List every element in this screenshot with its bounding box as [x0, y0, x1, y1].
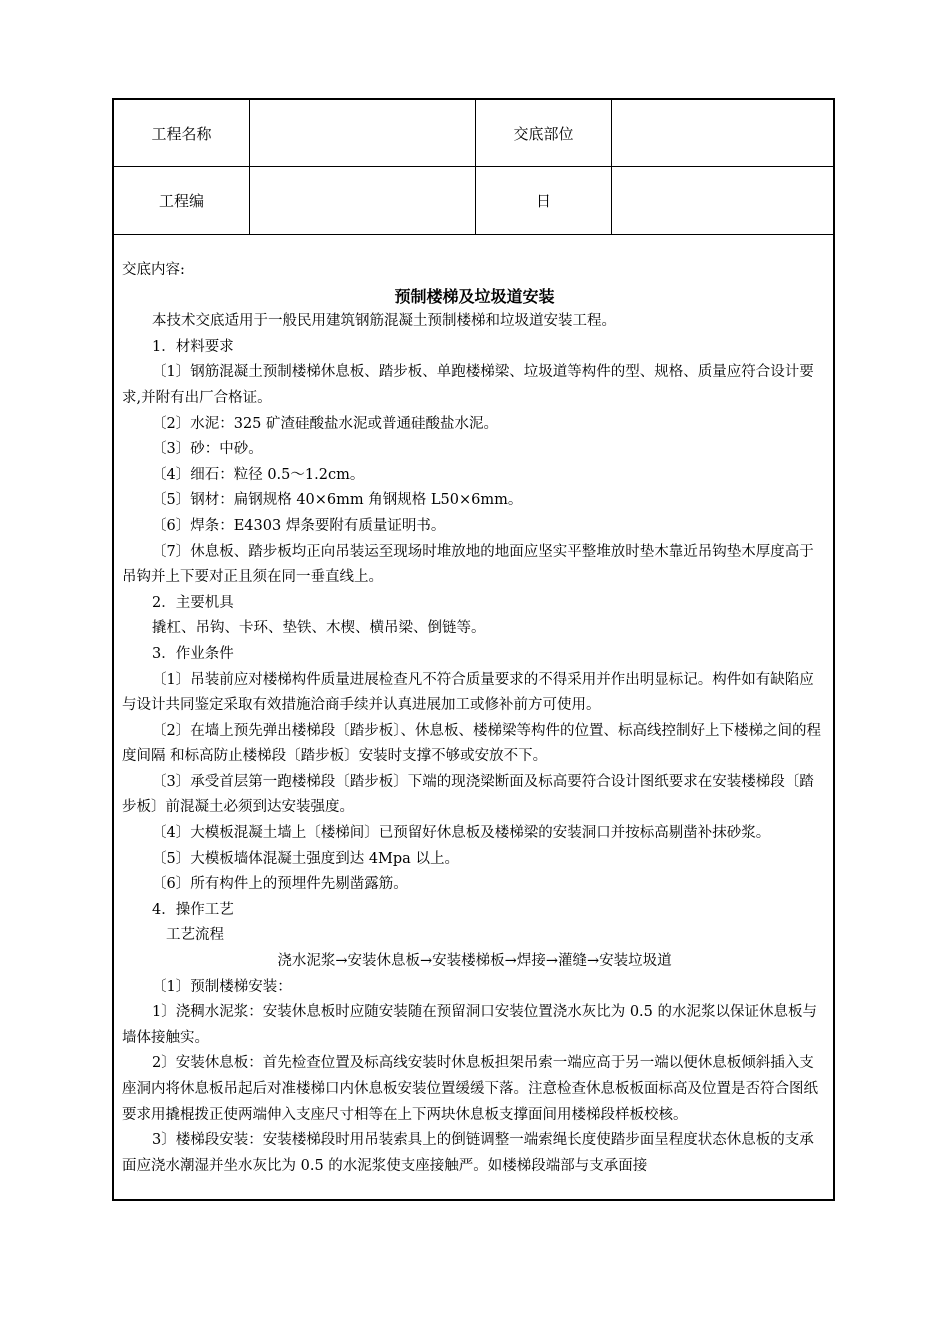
paragraph: 〔5〕钢材：扁钢规格 40×6mm 角钢规格 L50×6mm。 [152, 492, 523, 509]
paragraph: 〔3〕承受首层第一跑楼梯段〔踏步板〕下端的现浇梁断面及标高要符合设计图纸要求在安装楼梯段〔踏步板〕前混凝土必须到达安装强度。 [122, 773, 814, 816]
paragraph: 〔1〕钢筋混凝土预制楼梯休息板、踏步板、单跑楼梯梁、垃圾道等构件的型、规格、质量应符合设计要求,并附有出厂合格证。 [122, 364, 814, 406]
paragraph: 浇水泥浆→安装休息板→安装楼梯板→焊接→灌缝→安装垃圾道 [277, 953, 672, 970]
paragraph: 〔1〕预制楼梯安装： [152, 978, 292, 995]
paragraph: 2〕安装休息板：首先检查位置及标高线安装时休息板担架吊索一端应高于另一端以便休息板倾斜插入支座洞内将休息板吊起后对准楼梯口内休息板安装位置缓缓下落。注意检查休息板板面标高及位置是否符合图纸要求用撬棍拨正使两端伸入支座尺寸相等在上下两块休息板支撑面间用楼梯段样板校核。 [122, 1055, 818, 1123]
project-no-field[interactable] [250, 167, 475, 234]
paragraph: 3．作业条件 [152, 645, 234, 662]
paragraph: 4．操作工艺 [152, 901, 234, 918]
paragraph: 工艺流程 [166, 927, 224, 944]
paragraph: 〔4〕大模板混凝土墙上〔楼梯间〕已预留好休息板及楼梯梁的安装洞口并按标高剔凿补抹砂浆。 [152, 825, 771, 842]
paragraph: 〔6〕所有构件上的预埋件先剔凿露筋。 [152, 876, 408, 893]
handover-form [112, 98, 835, 1201]
paragraph: 1．材料要求 [152, 338, 234, 355]
paragraph: 〔1〕吊装前应对楼梯构件质量进展检查凡不符合质量要求的不得采用并作出明显标记。构件如有缺陷应与设计共同鉴定采取有效措施洽商手续并认真进展加工或修补前方可使用。 [122, 671, 814, 714]
project-no-label: 工程编 [158, 192, 204, 210]
section-label: 交底内容: [122, 262, 185, 278]
paragraph: 3〕楼梯段安装：安装楼梯段时用吊装索具上的倒链调整一端索绳长度使踏步面呈程度状态休息板的支承面应浇水潮湿并坐水灰比为 0.5 的水泥浆使支座接触严。如楼梯段端部与支承面接 [122, 1132, 814, 1174]
paragraph: 〔6〕焊条：E4303 焊条要附有质量证明书。 [152, 517, 446, 534]
paragraph: 〔2〕水泥：325 矿渣硅酸盐水泥或普通硅酸盐水泥。 [152, 415, 499, 432]
paragraph: 1〕浇稠水泥浆：安装休息板时应随安装随在预留洞口安装位置浇水灰比为 0.5 的水泥浆以保证休息板与墙体接触实。 [122, 1004, 817, 1046]
paragraph: 2．主要机具 [152, 594, 234, 611]
paragraph: 〔3〕砂：中砂。 [152, 441, 263, 458]
handover-part-field[interactable] [612, 100, 835, 166]
handover-part-label: 交底部位 [513, 124, 574, 143]
date-field[interactable] [612, 167, 835, 234]
project-name-field[interactable] [250, 100, 475, 166]
paragraph: 本技术交底适用于一般民用建筑钢筋混凝土预制楼梯和垃圾道安装工程。 [152, 313, 616, 330]
paragraph: 〔4〕细石：粒径 0.5～1.2cm。 [152, 466, 365, 483]
date-label: 日 [535, 192, 551, 210]
handover-content [122, 258, 827, 1199]
paragraph: 〔7〕休息板、踏步板均正向吊装运至现场时堆放地的地面应坚实平整堆放时垫木靠近吊钩垫木厚度高于吊钩并上下要对正且须在同一垂直线上。 [122, 543, 814, 586]
row-divider [114, 234, 833, 235]
paragraph-list [122, 309, 827, 1179]
document-title: 预制楼梯及垃圾道安装 [394, 286, 555, 306]
paragraph: 〔2〕在墙上预先弹出楼梯段〔踏步板〕、休息板、楼梯梁等构件的位置、标高线控制好上下楼梯之间的程度间隔 和标高防止楼梯段〔踏步板〕安装时支撑不够或安放不下。 [122, 722, 821, 765]
paragraph: 撬杠、吊钩、卡环、垫铁、木楔、横吊梁、倒链等。 [152, 620, 486, 637]
project-name-label: 工程名称 [151, 124, 212, 143]
paragraph: 〔5〕大模板墙体混凝土强度到达 4Mpa 以上。 [152, 850, 459, 867]
